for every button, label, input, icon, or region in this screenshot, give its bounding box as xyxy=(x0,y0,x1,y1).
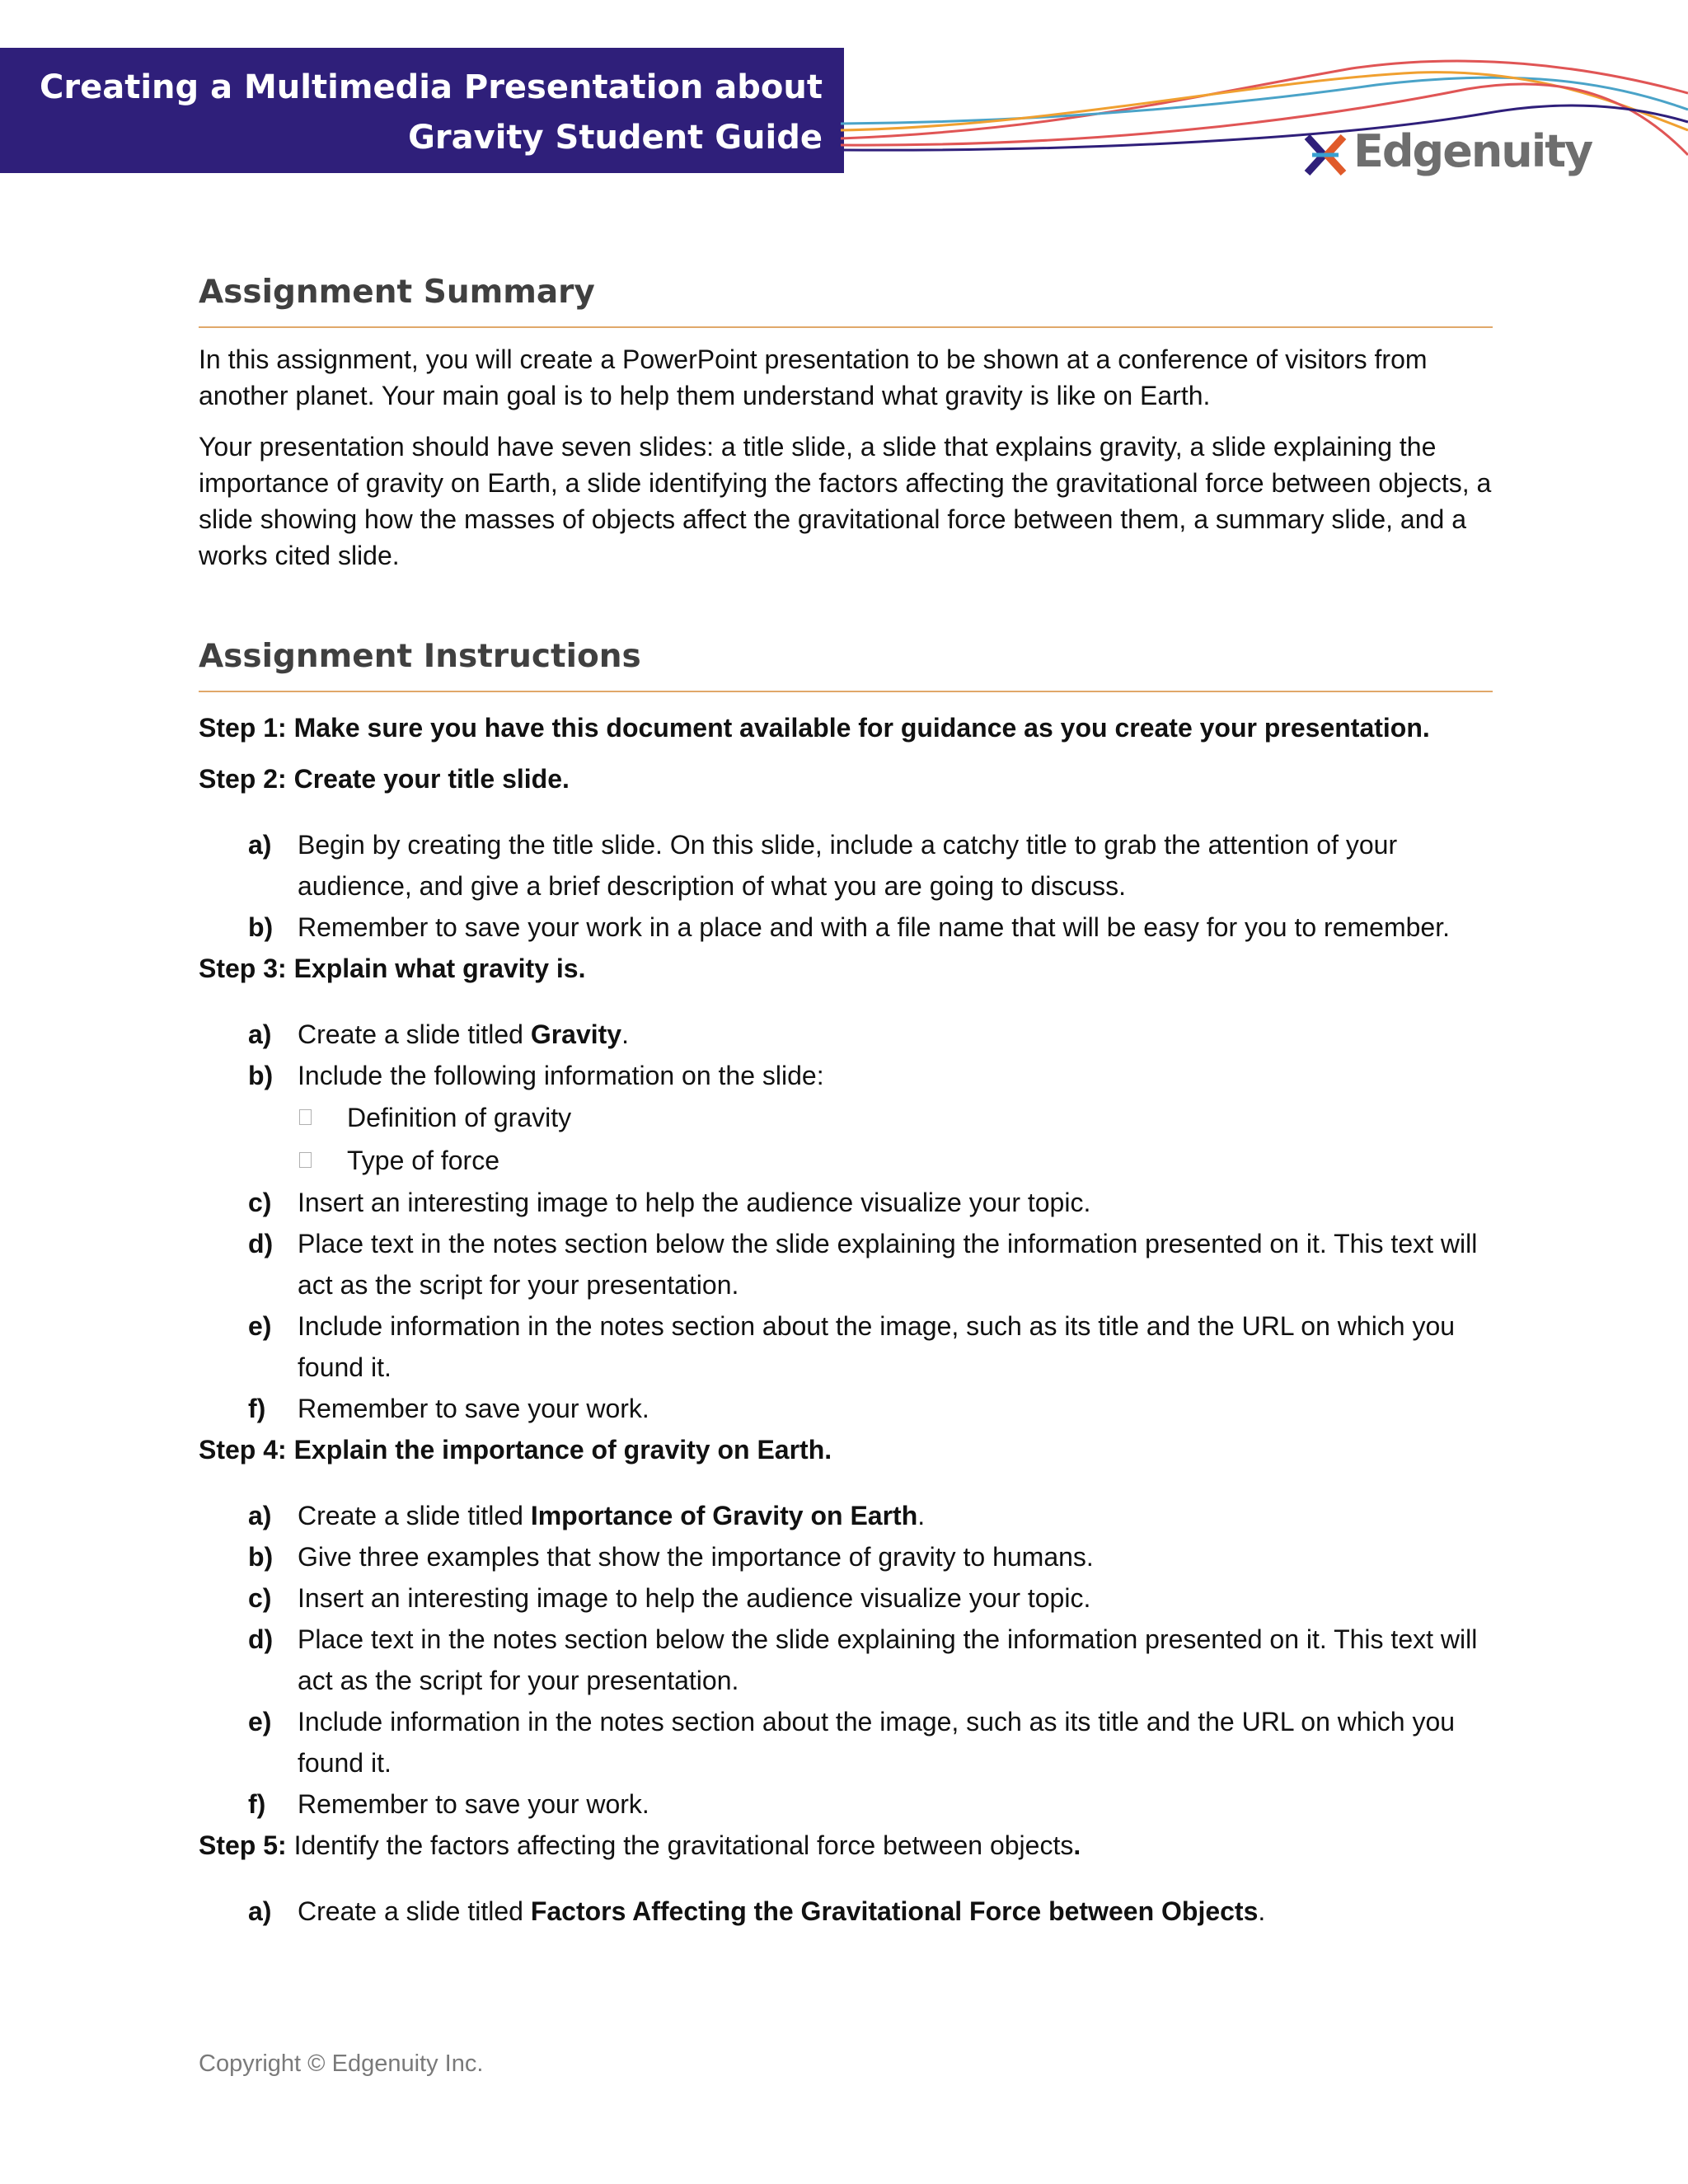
item-text-suffix: . xyxy=(917,1501,926,1530)
item-letter: f) xyxy=(248,1394,266,1423)
step-3 xyxy=(199,948,1493,989)
bullet-text: Type of force xyxy=(347,1146,499,1175)
step-3-text: Step 3: Explain what gravity is. xyxy=(199,954,586,983)
step-2-text: Step 2: Create your title slide. xyxy=(199,764,570,794)
step-5-list xyxy=(199,1891,1493,1932)
step-4 xyxy=(199,1429,1493,1470)
step-4-list xyxy=(199,1495,1493,1825)
bullet-item xyxy=(199,1096,1493,1139)
step-5-label: Step 5: xyxy=(199,1830,287,1860)
item-text: Remember to save your work in a place and with a file name that will be easy for you to remember. xyxy=(298,912,1450,942)
item-text: Include the following information on the slide: xyxy=(298,1061,824,1090)
list-item xyxy=(199,1495,1493,1536)
step-4-text: Step 4: Explain the importance of gravity on Earth. xyxy=(199,1435,832,1465)
item-text: Include information in the notes section about the image, such as its title and the URL on which you found it. xyxy=(298,1707,1456,1778)
bullet-item xyxy=(199,1139,1493,1182)
step-5-end: . xyxy=(1073,1830,1081,1860)
item-letter: c) xyxy=(248,1188,272,1217)
summary-paragraph-1: In this assignment, you will create a PowerPoint presentation to be shown at a conference of visitors from another planet. Your main goal is to help them understand what gravity is like on Earth. xyxy=(199,344,1428,410)
step-5-text: Identify the factors affecting the gravitational force between objects xyxy=(286,1830,1074,1860)
item-text: Place text in the notes section below the slide explaining the information presented on it. This text will act as the script for your presentation. xyxy=(298,1624,1478,1695)
list-item xyxy=(199,1055,1493,1096)
item-text: Include information in the notes section about the image, such as its title and the URL on which you found it. xyxy=(298,1311,1456,1382)
slide-title-factors: Factors Affecting the Gravitational Force between Objects xyxy=(530,1896,1259,1926)
item-letter: b) xyxy=(248,1542,274,1572)
summary-paragraph-2: Your presentation should have seven slides: a title slide, a slide that explains gravity, a slide explaining the importance of gravity on Earth, a slide identifying the factors affecting the gravitational force between objects, a slide showing how the masses of objects affect the gravitational force between them, a summary slide, and a works cited slide. xyxy=(199,432,1492,570)
item-letter: e) xyxy=(248,1707,272,1736)
logo-wordmark: Edgenuity xyxy=(1353,125,1592,177)
item-letter: b) xyxy=(248,1061,274,1090)
item-letter: d) xyxy=(248,1624,274,1654)
summary-heading: Assignment Summary xyxy=(199,265,1493,328)
item-letter: a) xyxy=(248,830,272,860)
edgenuity-x-icon xyxy=(1302,132,1348,178)
item-letter: b) xyxy=(248,912,274,942)
list-item xyxy=(199,1014,1493,1055)
list-item xyxy=(199,824,1493,907)
slide-title-gravity: Gravity xyxy=(530,1019,622,1049)
item-text: Place text in the notes section below the slide explaining the information presented on it. This text will act as the script for your presentation. xyxy=(298,1229,1478,1300)
item-text-prefix: Create a slide titled xyxy=(298,1501,531,1530)
slide-title-importance: Importance of Gravity on Earth xyxy=(530,1501,918,1530)
step-3-list-continued xyxy=(199,1182,1493,1429)
list-item xyxy=(199,1536,1493,1577)
step-1 xyxy=(199,707,1493,748)
list-item xyxy=(199,1619,1493,1701)
item-text: Insert an interesting image to help the audience visualize your topic. xyxy=(298,1583,1091,1613)
item-letter: d) xyxy=(248,1229,274,1258)
item-text-prefix: Create a slide titled xyxy=(298,1019,531,1049)
step-1-text: Step 1: Make sure you have this document available for guidance as you create your presentation. xyxy=(199,713,1430,743)
list-item xyxy=(199,1223,1493,1305)
step-2-list xyxy=(199,824,1493,948)
item-letter: a) xyxy=(248,1501,272,1530)
item-letter: e) xyxy=(248,1311,272,1341)
instructions-heading: Assignment Instructions xyxy=(199,630,1493,692)
step-5 xyxy=(199,1825,1493,1866)
item-letter: c) xyxy=(248,1583,272,1613)
document-title-line-1: Creating a Multimedia Presentation about xyxy=(40,68,823,106)
item-text: Remember to save your work. xyxy=(298,1789,649,1819)
list-item xyxy=(199,1388,1493,1429)
item-text: Remember to save your work. xyxy=(298,1394,649,1423)
list-item xyxy=(199,1891,1493,1932)
list-item xyxy=(199,1577,1493,1619)
gravity-info-bullets xyxy=(199,1096,1493,1182)
step-3-list xyxy=(199,1014,1493,1096)
title-banner xyxy=(0,48,844,173)
copyright-footer: Copyright © Edgenuity Inc. xyxy=(199,2050,484,2077)
list-item xyxy=(199,1701,1493,1783)
checkbox-bullet-icon xyxy=(299,1109,312,1125)
item-text: Begin by creating the title slide. On this slide, include a catchy title to grab the attention of your audience, and give a brief description of what you are going to discuss. xyxy=(298,830,1398,901)
step-2 xyxy=(199,758,1493,799)
item-text-suffix: . xyxy=(1258,1896,1266,1926)
item-letter: a) xyxy=(248,1019,272,1049)
item-text: Insert an interesting image to help the audience visualize your topic. xyxy=(298,1188,1091,1217)
list-item xyxy=(199,907,1493,948)
document-title-line-2: Gravity Student Guide xyxy=(408,119,823,157)
list-item xyxy=(199,1182,1493,1223)
item-letter: f) xyxy=(248,1789,266,1819)
list-item xyxy=(199,1783,1493,1825)
item-text: Give three examples that show the importance of gravity to humans. xyxy=(298,1542,1094,1572)
item-text-suffix: . xyxy=(621,1019,629,1049)
checkbox-bullet-icon xyxy=(299,1152,312,1168)
bullet-text: Definition of gravity xyxy=(347,1103,572,1132)
list-item xyxy=(199,1305,1493,1388)
document-body xyxy=(199,265,1493,1932)
item-letter: a) xyxy=(248,1896,272,1926)
item-text-prefix: Create a slide titled xyxy=(298,1896,531,1926)
